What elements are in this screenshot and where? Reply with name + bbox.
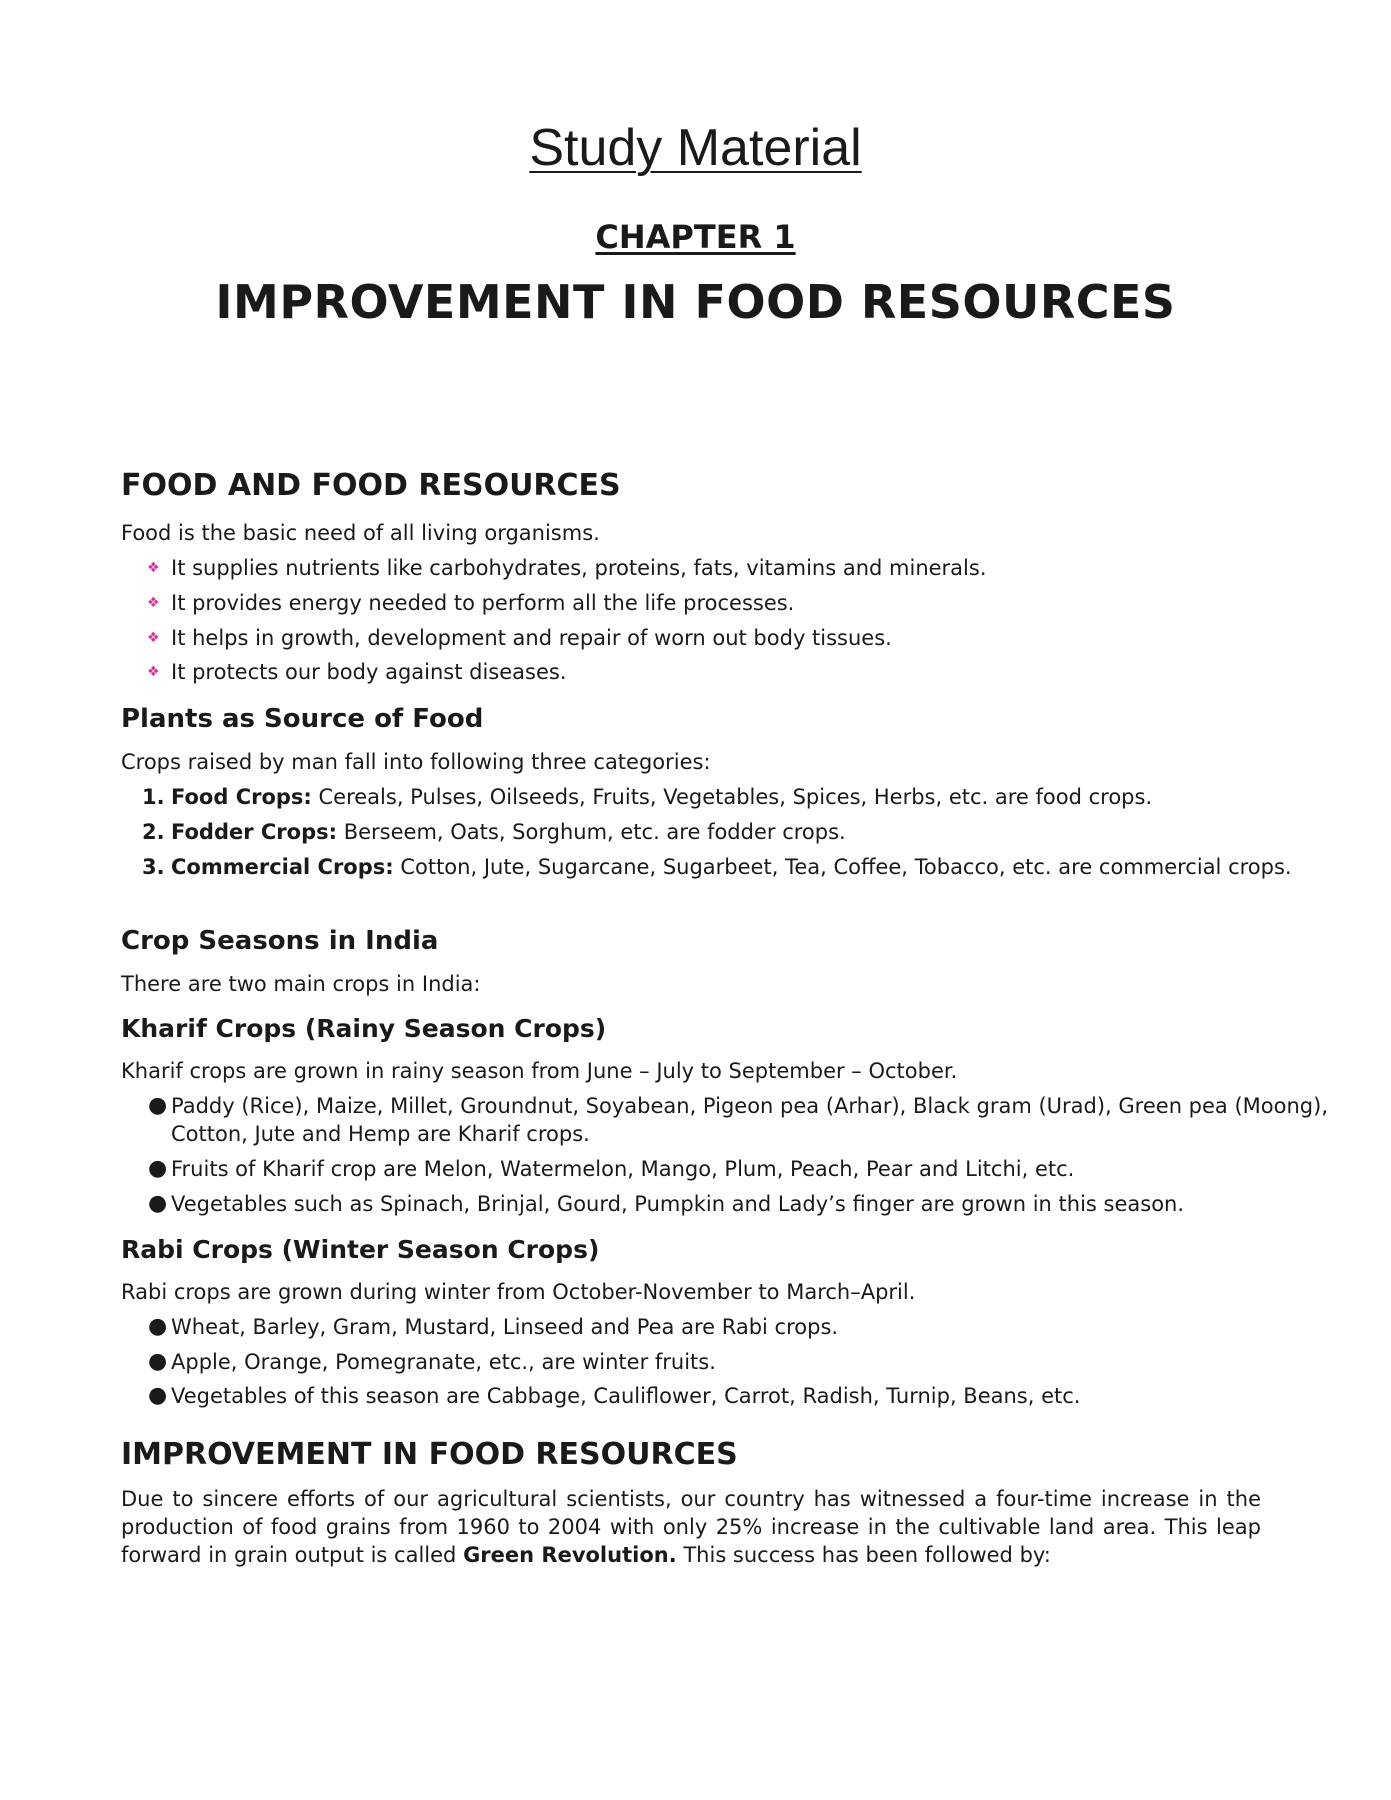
diamond-bullet-icon: ❖	[147, 560, 160, 576]
kharif-bullet-continuation: Cotton, Jute and Hemp are Kharif crops.	[171, 1122, 590, 1146]
kharif-bullet: Vegetables such as Spinach, Brinjal, Gourd, Pumpkin and Lady’s finger are grown in this season.	[171, 1192, 1185, 1216]
section-heading-food: FOOD AND FOOD RESOURCES	[121, 468, 621, 503]
food-bullet: It protects our body against diseases.	[171, 660, 567, 684]
kharif-bullet: Paddy (Rice), Maize, Millet, Groundnut, Soyabean, Pigeon pea (Arhar), Black gram (Urad), Green pea (Moong),	[171, 1094, 1328, 1118]
crop-category-text: Cereals, Pulses, Oilseeds, Fruits, Vegetables, Spices, Herbs, etc. are food crops.	[311, 785, 1153, 809]
bullet-dot-icon: ●	[148, 1156, 168, 1181]
crop-category-text: Berseem, Oats, Sorghum, etc. are fodder crops.	[337, 820, 846, 844]
bullet-dot-icon: ●	[148, 1383, 168, 1408]
crop-category-item	[171, 854, 1292, 880]
section-heading-plants: Plants as Source of Food	[121, 704, 484, 734]
bullet-dot-icon: ●	[148, 1093, 168, 1118]
list-number: 3.	[142, 855, 165, 879]
diamond-bullet-icon: ❖	[147, 630, 160, 646]
improvement-paragraph: Due to sincere efforts of our agricultural scientists, our country has witnessed a four-time increase in the production of food grains from 1960 to 2004 with only 25% increase in the cultivable land area. This leap forward in grain output is called Green Revolution. This success has been followed by:	[121, 1487, 1261, 1567]
crop-category-text: Cotton, Jute, Sugarcane, Sugarbeet, Tea, Coffee, Tobacco, etc. are commercial crops.	[393, 855, 1292, 879]
chapter-title: IMPROVEMENT IN FOOD RESOURCES	[215, 275, 1176, 329]
bullet-dot-icon: ●	[148, 1349, 168, 1374]
seasons-intro: There are two main crops in India:	[121, 972, 481, 996]
list-number: 1.	[142, 785, 165, 809]
rabi-heading: Rabi Crops (Winter Season Crops)	[121, 1235, 600, 1264]
crop-category-item	[171, 784, 1152, 810]
kharif-intro: Kharif crops are grown in rainy season from June – July to September – October.	[121, 1059, 958, 1083]
diamond-bullet-icon: ❖	[147, 664, 160, 680]
green-revolution-term: Green Revolution.	[463, 1543, 677, 1567]
crop-category-label: Commercial Crops:	[171, 855, 394, 879]
crop-category-item	[171, 819, 846, 845]
food-bullet: It provides energy needed to perform all the life processes.	[171, 591, 795, 615]
bullet-dot-icon: ●	[148, 1191, 168, 1216]
rabi-bullet: Wheat, Barley, Gram, Mustard, Linseed and Pea are Rabi crops.	[171, 1315, 839, 1339]
kharif-bullet: Fruits of Kharif crop are Melon, Watermelon, Mango, Plum, Peach, Pear and Litchi, etc.	[171, 1157, 1075, 1181]
food-bullet: It supplies nutrients like carbohydrates, proteins, fats, vitamins and minerals.	[171, 556, 987, 580]
diamond-bullet-icon: ❖	[147, 595, 160, 611]
study-material-title: Study Material	[529, 119, 862, 177]
kharif-heading: Kharif Crops (Rainy Season Crops)	[121, 1014, 607, 1043]
section-heading-improvement: IMPROVEMENT IN FOOD RESOURCES	[121, 1437, 738, 1472]
crop-category-label: Food Crops:	[171, 785, 312, 809]
section-heading-seasons: Crop Seasons in India	[121, 926, 439, 956]
rabi-bullet: Vegetables of this season are Cabbage, Cauliflower, Carrot, Radish, Turnip, Beans, etc.	[171, 1384, 1081, 1408]
rabi-intro: Rabi crops are grown during winter from October-November to March–April.	[121, 1280, 916, 1304]
bullet-dot-icon: ●	[148, 1314, 168, 1339]
plants-intro: Crops raised by man fall into following three categories:	[121, 750, 711, 774]
chapter-label: CHAPTER 1	[595, 218, 796, 256]
crop-category-label: Fodder Crops:	[171, 820, 338, 844]
rabi-bullet: Apple, Orange, Pomegranate, etc., are winter fruits.	[171, 1350, 716, 1374]
food-bullet: It helps in growth, development and repair of worn out body tissues.	[171, 626, 892, 650]
list-number: 2.	[142, 820, 165, 844]
food-intro: Food is the basic need of all living organisms.	[121, 521, 600, 545]
